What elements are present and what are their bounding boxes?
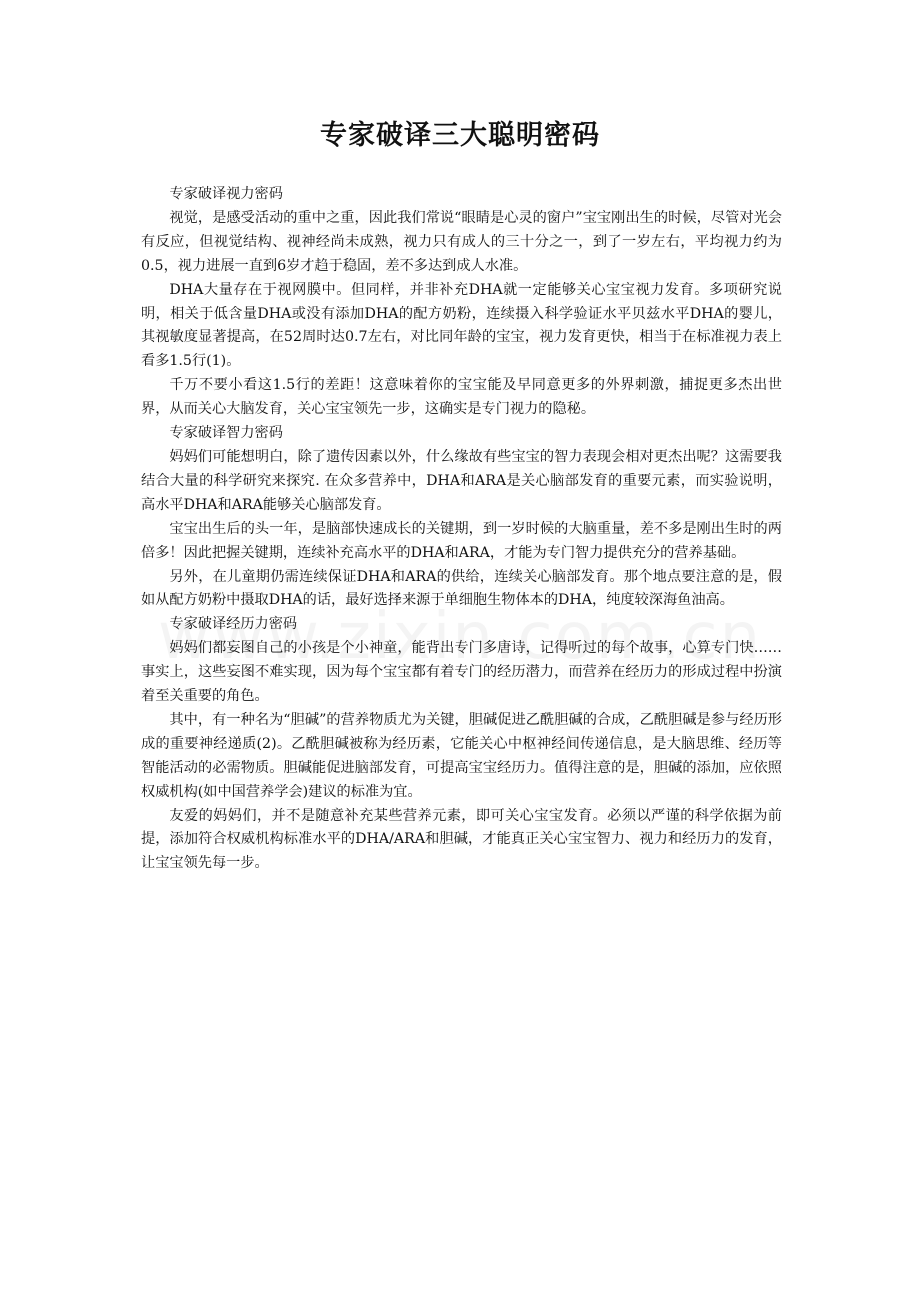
paragraph: 视觉，是感受活动的重中之重，因此我们常说“眼睛是心灵的窗户”宝宝刚出生的时候，尽管对光会有反应，但视觉结构、视神经尚未成熟，视力只有成人的三十分之一，到了一岁左右，平均视力约为0.5，视力进展一直到6岁才趋于稳固，差不多达到成人水准。 [141,209,782,274]
paragraph: 友爱的妈妈们，并不是随意补充某些营养元素，即可关心宝宝发育。必须以严谨的科学依据为前提，添加符合权威机构标准水平的DHA/ARA和胆碱，才能真正关心宝宝智力、视力和经历力的发育，让宝宝领先每一步。 [141,807,782,872]
paragraph: 千万不要小看这1.5行的差距！这意味着你的宝宝能及早同意更多的外界刺激，捕捉更多杰出世界，从而关心大脑发育，关心宝宝领先一步，这确实是专门视力的隐秘。 [141,377,782,418]
paragraph: 其中，有一种名为“胆碱”的营养物质尤为关键，胆碱促进乙酰胆碱的合成，乙酰胆碱是参与经历形成的重要神经递质(2)。乙酰胆碱被称为经历素，它能关心中枢神经间传递信息，是大脑思维、经历等智能活动的必需物质。胆碱能促进脑部发育，可提高宝宝经历力。值得注意的是，胆碱的添加，应依照权威机构(如中国营养学会)建议的标准为宜。 [141,711,782,800]
section-heading-vision: 专家破译视力密码 [169,186,283,202]
paragraph: 另外，在儿童期仍需连续保证DHA和ARA的供给，连续关心脑部发育。那个地点要注意的是，假如从配方奶粉中摄取DHA的话，最好选择来源于单细胞生物体本的DHA，纯度较深海鱼油高。 [141,568,782,609]
section-heading-memory: 专家破译经历力密码 [169,616,298,633]
paragraph: 妈妈们都妄图自己的小孩是个小神童，能背出专门多唐诗，记得听过的每个故事，心算专门快……事实上，这些妄图不难实现，因为每个宝宝都有着专门的经历潜力，而营养在经历力的形成过程中扮演着至关重要的角色。 [141,640,782,705]
section-heading-intelligence: 专家破译智力密码 [169,425,283,442]
document-body [141,183,782,876]
paragraph: 宝宝出生后的头一年，是脑部快速成长的关键期，到一岁时候的大脑重量，差不多是刚出生时的两倍多！因此把握关键期，连续补充高水平的DHA和ARA，才能为专门智力提供充分的营养基础。 [141,520,782,561]
paragraph: DHA大量存在于视网膜中。但同样，并非补充DHA就一定能够关心宝宝视力发育。多项研究说明，相关于低含量DHA或没有添加DHA的配方奶粉，连续摄入科学验证水平贝兹水平DHA的婴儿，其视敏度显著提高，在52周时达0.7左右，对比同年龄的宝宝，视力发育更快，相当于在标准视力表上看多1.5行(1)。 [141,281,782,370]
paragraph: 妈妈们可能想明白，除了遗传因素以外，什么缘故有些宝宝的智力表现会相对更杰出呢？这需要我结合大量的科学研究来探究. 在众多营养中，DHA和ARA是关心脑部发育的重要元素，而实验说明，高水平DHA和ARA能够关心脑部发育。 [141,448,782,513]
document-title: 专家破译三大聪明密码 [320,120,600,151]
